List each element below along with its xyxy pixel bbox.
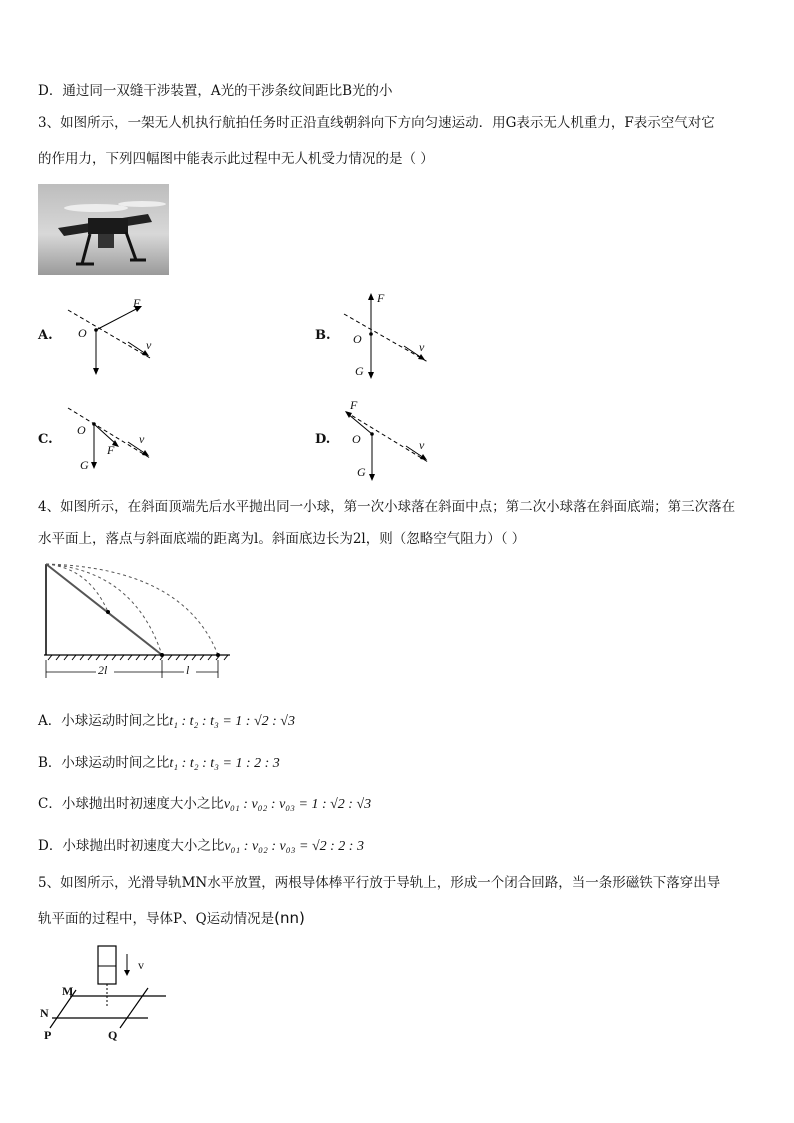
q4-option-c-text: 小球抛出时初速度大小之比 [61, 796, 224, 812]
q5-stem-line2-text: 轨平面的过程中，导体P、Q运动情况是 [38, 911, 275, 927]
q3-a-point-o: O [78, 326, 87, 340]
q5-label-m: M [62, 984, 74, 998]
q3-c-force-f: F [107, 443, 115, 457]
q4-option-b-text: 小球运动时间之比 [61, 755, 170, 771]
q4-option-a[interactable] [38, 712, 295, 731]
q4-option-b-expr: t₁ : t₂ : t₃ = 1 : 2 : 3 [169, 756, 280, 771]
q3-option-d-label[interactable]: D. [315, 432, 331, 447]
q2-option-d [38, 82, 393, 100]
q4-option-a-text: 小球运动时间之比 [61, 713, 170, 729]
q3-d-gravity-g: G [357, 465, 366, 479]
drone-icon [38, 184, 169, 275]
q3-b-point-o: O [353, 332, 362, 346]
q3-b-force-f: F [377, 291, 385, 305]
q3-d-point-o: O [352, 432, 361, 446]
q4-option-a-expr: t₁ : t₂ : t₃ = 1 : √2 : √3 [169, 714, 295, 729]
q4-option-d[interactable] [38, 837, 364, 856]
q4-option-d-text: 小球抛出时初速度大小之比 [62, 838, 225, 854]
q4-dim-2l: 2l [98, 663, 108, 677]
q4-option-c-label: C． [38, 796, 62, 812]
q3-option-a-label[interactable]: A. [38, 328, 53, 343]
q3-option-b-label[interactable]: B. [315, 328, 331, 343]
q4-option-d-label: D． [38, 838, 63, 854]
q5-stem-line2 [38, 909, 305, 928]
q3-a-velocity-v: v [146, 338, 152, 352]
q4-option-d-expr: v₀₁ : v₀₂ : v₀₃ = √2 : 2 : 3 [224, 839, 364, 854]
q2-option-d-label: D． [38, 83, 63, 99]
q5-label-n: N [40, 1006, 49, 1020]
q4-option-c-expr: v₀₁ : v₀₂ : v₀₃ = 1 : √2 : √3 [223, 797, 372, 812]
q4-option-b[interactable] [38, 754, 280, 773]
q4-stem-line1: 4、如图所示，在斜面顶端先后水平抛出同一小球，第一次小球落在斜面中点；第二次小球落在斜面底端；第三次落在 [38, 499, 736, 515]
q5-stem-line1: 5、如图所示，光滑导轨MN水平放置，两根导体棒平行放于导轨上，形成一个闭合回路，当一条形磁铁下落穿出导 [38, 875, 721, 891]
q3-c-velocity-v: v [139, 432, 145, 446]
q3-option-c-diagram [60, 400, 180, 480]
drone-photo [38, 184, 169, 275]
q3-c-gravity-g: G [80, 458, 89, 472]
q4-option-a-label: A． [38, 713, 62, 729]
q5-label-q: Q [108, 1028, 118, 1042]
q2-option-d-text: 通过同一双缝干涉装置，A光的干涉条纹间距比B光的小 [62, 83, 393, 99]
q3-a-force-f: F [133, 296, 141, 310]
q5-answer-paren: (nn) [274, 909, 305, 927]
q3-d-force-f: F [350, 398, 358, 412]
q4-option-b-label: B． [38, 755, 62, 771]
q3-d-velocity-v: v [419, 438, 425, 452]
q4-incline-diagram [44, 560, 234, 685]
q4-dim-l: l [186, 663, 190, 677]
q5-label-p: P [44, 1028, 52, 1042]
q3-stem-line2: 的作用力，下列四幅图中能表示此过程中无人机受力情况的是（ ） [38, 151, 434, 167]
q3-b-gravity-g: G [355, 364, 364, 378]
q3-b-velocity-v: v [419, 340, 425, 354]
q3-c-point-o: O [77, 423, 86, 437]
q3-stem-line1: 3、如图所示，一架无人机执行航拍任务时正沿直线朝斜向下方向匀速运动．用G表示无人机重力，F表示空气对它 [38, 115, 715, 131]
q3-option-c-label[interactable]: C. [38, 432, 53, 447]
q4-stem-line2: 水平面上，落点与斜面底端的距离为l。斜面底边长为2l，则（忽略空气阻力）（ ） [38, 531, 526, 547]
q5-velocity-v: v [138, 958, 144, 972]
q4-option-c[interactable] [38, 795, 371, 814]
